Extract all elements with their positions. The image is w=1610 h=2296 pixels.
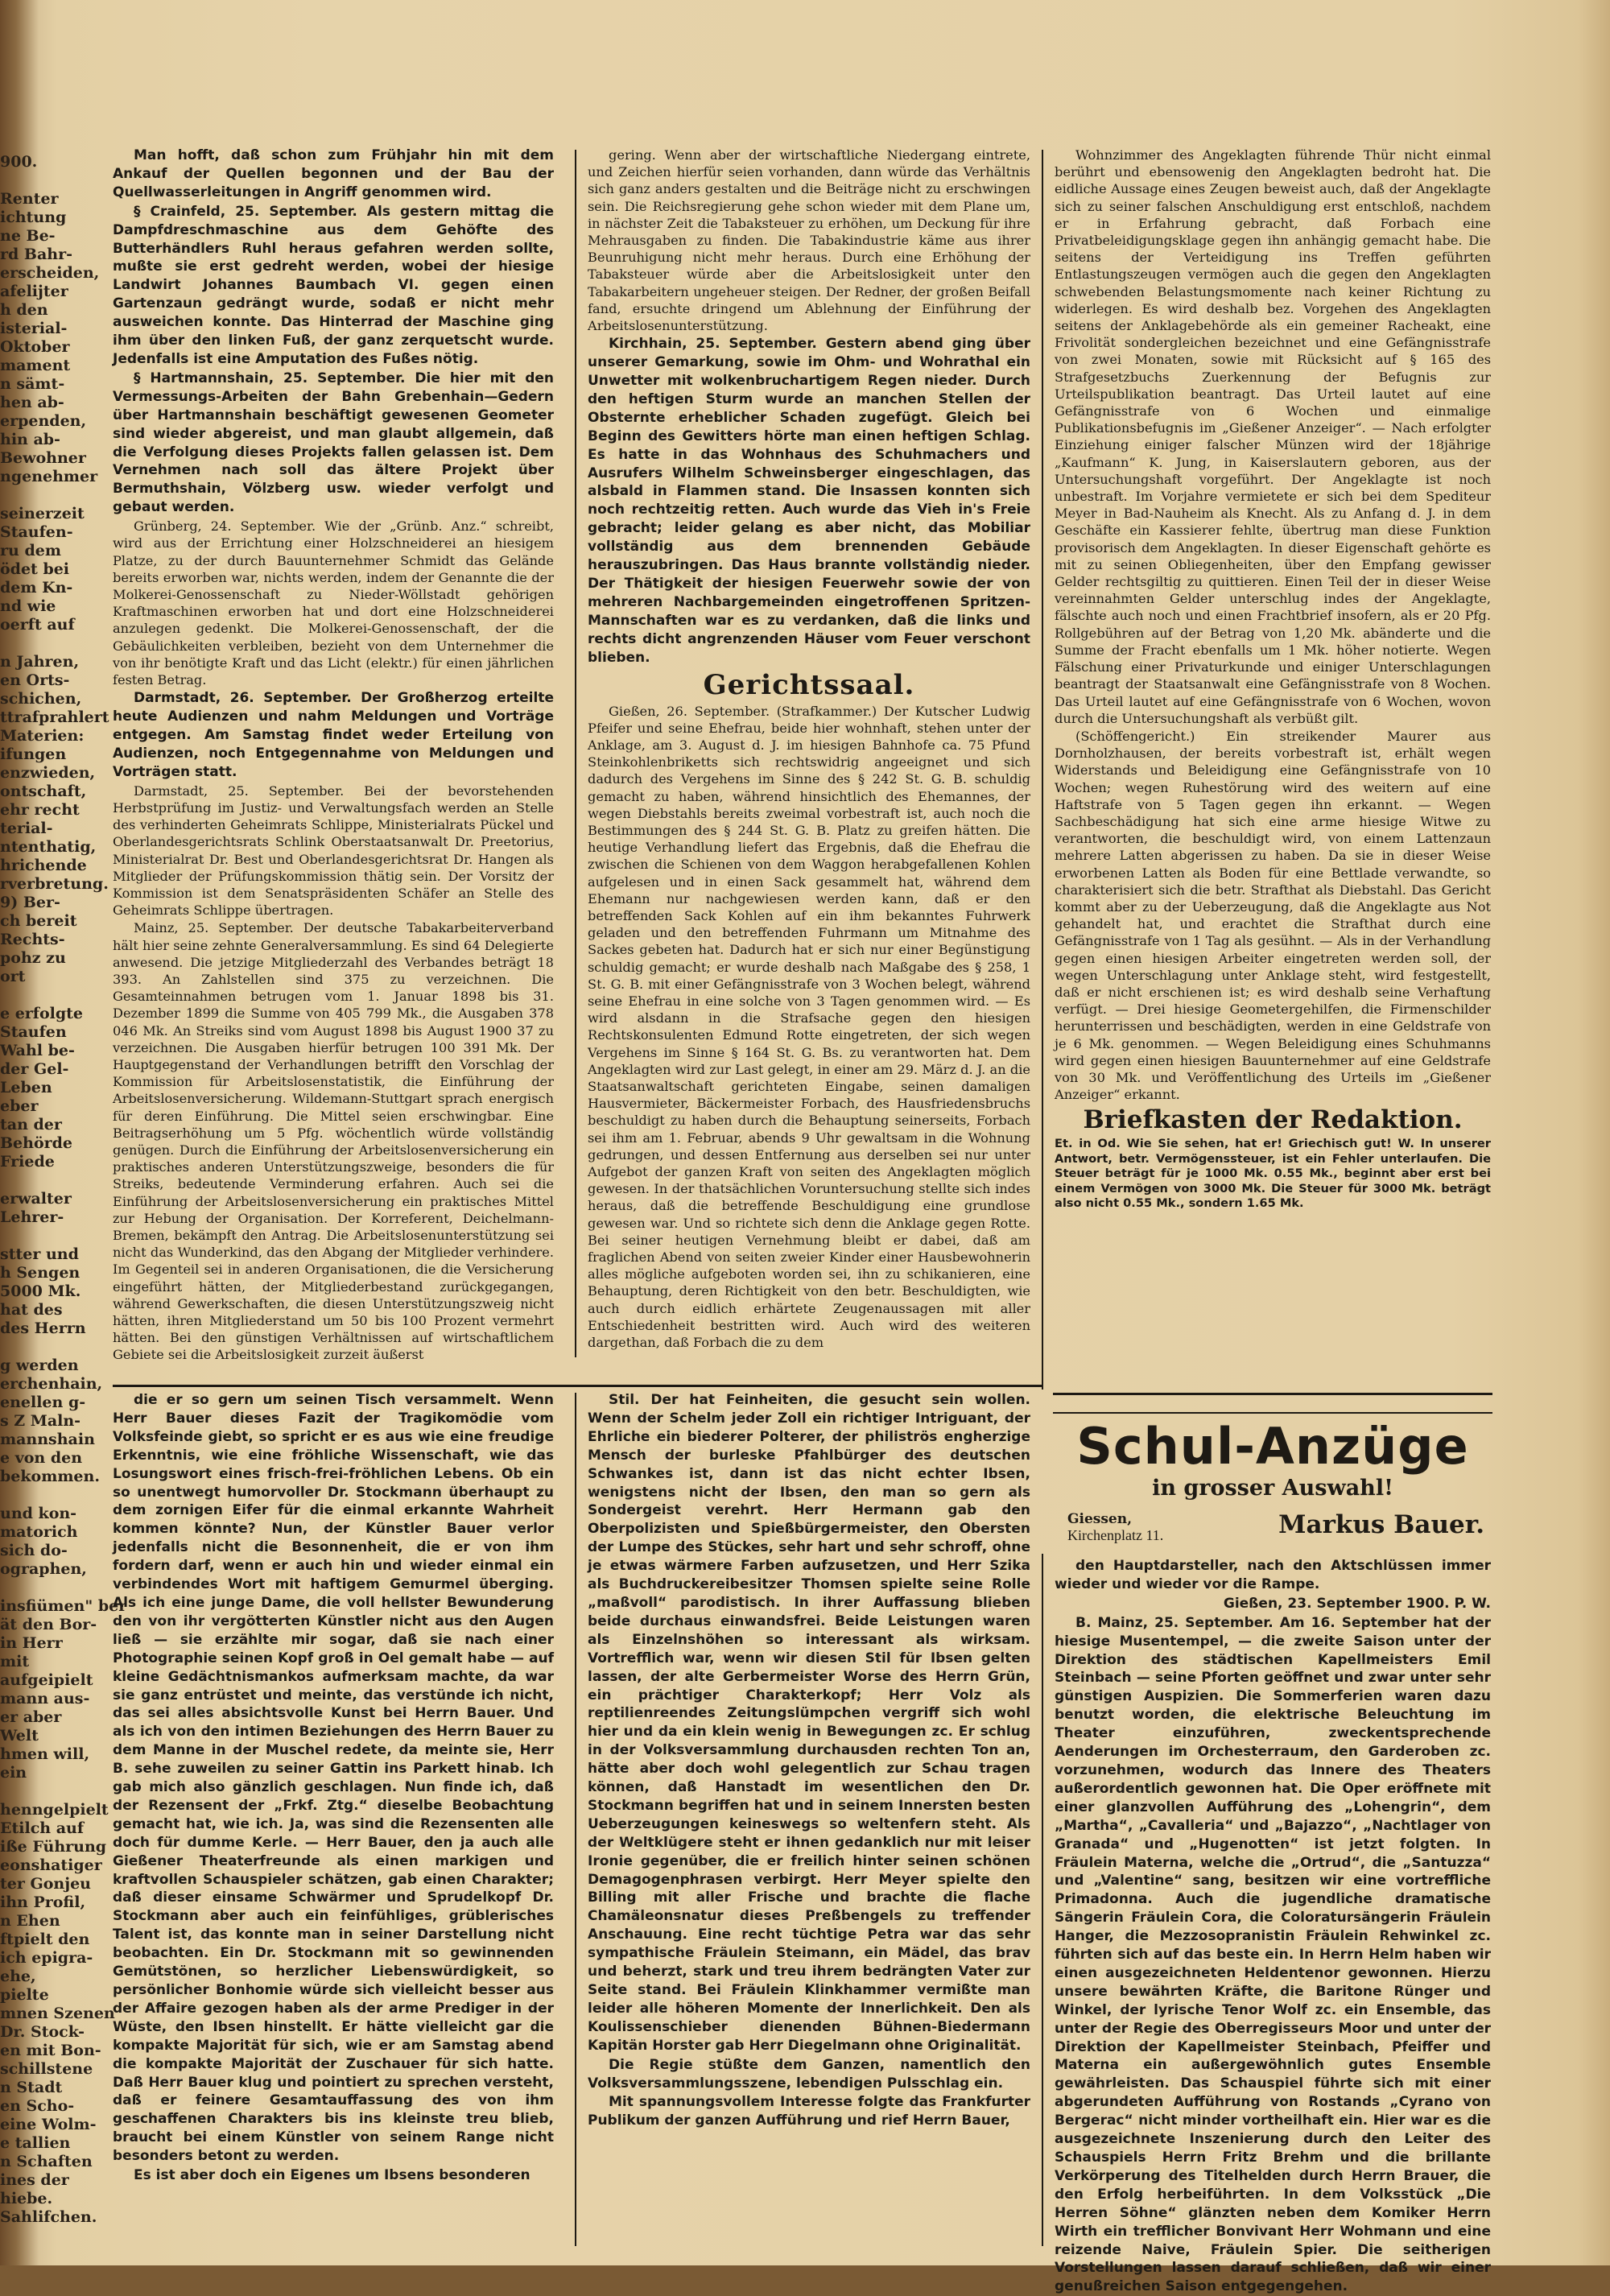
- facing-page-line: Friede: [0, 1153, 55, 1171]
- facing-page-line: enzwieden,: [0, 764, 96, 782]
- facing-page-line: h den: [0, 301, 48, 319]
- facing-page-line: stter und: [0, 1245, 79, 1263]
- article-paragraph: § Hartmannshain, 25. September. Die hier mit den Vermessungs-Arbeiten der Bahn Grebenhain—Gedern über Hartmannshain beschäftigt gewesenen Geometer sind wieder abgereist, und man glaubt allgemein, daß die Verfolgung dieses Projekts fallen gelassen ist. Dem Vernehmen nach soll das ältere Projekt über Bermuthshain, Völzberg usw. wieder verfolgt und gebaut werden.: [113, 370, 554, 516]
- facing-page-line: nd wie: [0, 597, 56, 615]
- facing-page-line: Welt: [0, 1727, 39, 1745]
- facing-page-line: [0, 1171, 58, 1190]
- facing-page-line: n Jahren,: [0, 653, 80, 671]
- facing-page-line: Staufen: [0, 1023, 67, 1041]
- facing-page-line: hen ab-: [0, 394, 64, 411]
- facing-page-line: Lehrer-: [0, 1208, 64, 1226]
- facing-page-line: ödet bei: [0, 560, 70, 578]
- column-3-court-and-letterbox: [1055, 147, 1491, 1259]
- newspaper-sheet: [113, 147, 1491, 2295]
- facing-page-line: Wahl be-: [0, 1042, 75, 1059]
- column-divider: [1042, 150, 1043, 1390]
- facing-page-line: e erfolgte: [0, 1005, 84, 1022]
- facing-page-line: [0, 1338, 58, 1357]
- facing-page-line: erchenhain,: [0, 1375, 103, 1393]
- facing-page-line: eber: [0, 1097, 39, 1115]
- facing-page-line: und kon-: [0, 1505, 77, 1522]
- facing-page-line: tan der: [0, 1116, 62, 1134]
- article-paragraph: die er so gern um seinen Tisch versammelt. Wenn Herr Bauer dieses Fazit der Tragikomödie vom Volksfeinde giebt, so spricht er es aus wie eine freudige Erkenntnis, wie eine fröhliche Wissenschaft, wie das Losungswort eines frisch-frei-fröhlichen Lebens. Ob ein so unentwegt humorvoller Dr. Stockmann überhaupt zu dem zornigen Eifer für die einmal erkannte Wahrheit kommen könnte? Nun, der Künstler Bauer verlor jedenfalls nicht die Besonnenheit, die er von ihm fordern darf, wenn er auch hin und wieder einmal ein verbindendes Wort mit haftigem Gemurmel überging. Als ich eine junge Dame, die voll hellster Bewunderung den von ihr vergötterten Künstler nicht aus den Augen ließ — sie erzählte mir sogar, daß sie nach einer Photographie seinen Kopf groß in Oel gemalt habe — auf kleine Gedächtnismankos aufmerksam machte, da war sie ganz entrüstet und meinte, das verstünde ich nicht, das sei alles absichtsvolle Kunst bei Herrn Bauer. Und als ich von den intimen Beziehungen des Herrn Bauer zu dem Manne in der Muschel redete, da meinte sie, Herr B. sehe zuweilen zu seiner Gattin ins Parkett hinab. Ich gab mich also gänzlich geschlagen. Nun finde ich, daß der Rezensent der „Frkf. Ztg.“ dieselbe Beobachtung gemacht hat, wie ich. Ja, was sind die Rezensenten alle doch für dumme Kerle. — Herr Bauer, den ja auch alle Gießener Theaterfreunde als einen markigen und kraftvollen Schauspieler schätzen, gab einen Charakter; daß dieser einsame Schwärmer und Sprudelkopf Dr. Stockmann aber auch ein feinfühliges, grüblerisches Talent ist, das konnte man in seiner Darstellung nicht beobachten. Ein Dr. Stockmann mit so gewinnenden Gemütstönen, so herzlicher Liebenswürdigkeit, so persönlicher Bonhomie würde sich vielleicht besser aus der Affaire gezogen haben als der arme Prediger in der Wüste, den Ibsen hinstellt. Er hätte vielleicht gar die kompakte Majorität für sich, wie er am Samstag abend die kompakte Majorität der Zuschauer für sich hatte. Daß Herr Bauer klug und pointiert zu sprechen versteht, daß er feinere Gesamtauffassung des von ihm geschaffenen Charakters bis ins kleinste treu blieb, braucht bei einem Künstler von seinem Range nicht besonders betont zu werden.: [113, 1392, 554, 2165]
- facing-page-line: rd Bahr-: [0, 246, 72, 263]
- article-paragraph: Mit spannungsvollem Interesse folgte das Frankfurter Publikum der ganzen Aufführung und rief Herrn Bauer,: [588, 2094, 1030, 2129]
- article-paragraph: B. Mainz, 25. September. Am 16. September hat der hiesige Musentempel, — die zweite Saison unter der Direktion des städtischen Kapellmeisters Emil Steinbach — seine Pforten geöffnet und zwar unter sehr günstigen Auspizien. Die Sommerferien waren dazu benutzt worden, die elektrische Beleuchtung im Theater einzuführen, zweckentsprechende Aenderungen im Orchesterraum, den Garderoben zc. vorzunehmen, wodurch das Innere des Theaters außerordentlich gewonnen hat. Die Oper eröffnete mit einer glanzvollen Aufführung des „Lohengrin“, dem „Martha“, „Cavalleria“ und „Bajazzo“, „Nachtlager von Granada“ und „Hugenotten“ ist jetzt folgten. In Fräulein Materna, welche die „Ortrud“, die „Santuzza“ und „Valentine“ sang, besitzen wir eine vortreffliche Primadonna. Auch die jugendliche dramatische Sängerin Fräulein Cora, die Coloratursängerin Fräulein Hanger, die Mezzosopranistin Fräulein Rehwinkel zc. führten sich auf das beste ein. In Herrn Helm haben wir einen ausgezeichneten Heldentenor gewonnen. Hierzu unsere bewährten Kräfte, die Baritone Rünger und Winkel, der lyrische Tenor Wolf zc. ein Ensemble, das unter der Regie des Oberregisseurs Moor und unter der Direktion der Kapellmeister Steinbach, Pfeiffer und Materna ein außergewöhnlich gutes Ensemble gewährleisten. Das Schauspiel führte sich mit einer abgerundeten Aufführung von Rostands „Cyrano von Bergerac“ nicht minder vortheilhaft ein. Hier war es die ausgezeichnete Inszenierung durch den Leiter des Schauspiels Herrn Fritz Brehm und die brillante Verkörperung des Titelhelden durch Herrn Brauer, die den Erfolg herbeiführten. In dem Volksstück „Die Herren Söhne“ glänzten neben dem Komiker Herrn Wirth ein trefflicher Bonvivant Herr Wohmann und eine reizende Naive, Fräulein Spier. Die seitherigen Vorstellungen lassen darauf schließen, daß wir einer genußreichen Saison entgegengehen.: [1055, 1614, 1491, 2295]
- facing-page-line: Oktober: [0, 338, 70, 356]
- column-2-news-and-court: [588, 147, 1030, 1358]
- facing-page-line: ch bereit: [0, 912, 77, 930]
- facing-page-line: sich do-: [0, 1542, 68, 1559]
- facing-page-line: ftpielt den: [0, 1931, 90, 1948]
- article-paragraph: Wohnzimmer des Angeklagten führende Thür nicht einmal berührt und ebensowenig den Angeklagten bedroht hat. Die eidliche Aussage eines Zeugen beweist auch, daß der Angeklagte sich zu seiner falschen Anschuldigung erst entschloß, nachdem er in Erfahrung gebracht, daß Forbach eine Privatbeleidigungsklage gegen ihn anhängig gemacht habe. Die seitens der Verteidigung ins Treffen geführten Entlastungszeugen vermögen auch die gegen den Angeklagten schwebenden Belastungsmomente nach keiner Richtung zu widerlegen. Es wird deshalb bez. Vorgehen des Angeklagten seitens der Anklagebehörde als ein gemeiner Racheakt, eine Frivolität sondergleichen bezeichnet und eine Gefängnisstrafe von zwei Monaten, sowie mit Rücksicht auf § 165 des Strafgesetzbuchs Zuerkennung der Befugnis zur Urteilspublikation beantragt. Das Urteil lautet auf eine Gefängnisstrafe von 6 Wochen und einmalige Publikationsbefugnis im „Gießener Anzeiger“. — Nach erfolgter Einziehung einiger falscher Münzen wird der 18jährige „Kaufmann“ K. Jung, in Kaiserslautern geboren, aus der Untersuchungshaft vorgeführt. Der Angeklagte ist noch unbestraft. Im Vorjahre vermietete er sich bei dem Spediteur Meyer in Bad-Nauheim als Knecht. Als zu Anfang d. J. in dem Geschäfte ein Kassierer fehlte, übertrug man diese Funktion provisorisch dem Angeklagten. In dieser Eigenschaft gehörte es mit zu seinen Obliegenheiten, über den Empfang gewisser Gelder rechtsgiltig zu quittieren. Einen Teil der in dieser Weise vereinnahmten Gelder unterschlug indes der Angeklagte, fälschte auch noch und einen Frachtbrief insofern, als er 20 Pfg. Rollgebühren auf der Betrag von 1,20 Mk. abänderte und die Summe der Fracht ebenfalls um 1 Mk. höher notierte. Wegen Fälschung einer Privaturkunde und einiger Unterschlagungen beantragt der Staatsanwalt eine Gefängnisstrafe von 8 Wochen. Das Urteil lautet auf eine Gefängnisstrafe von 6 Wochen, wovon durch die Untersuchungshaft als verbüßt gilt.: [1055, 147, 1491, 726]
- facing-page-line: mann aus-: [0, 1690, 90, 1708]
- advert-title: Schul-Anzüge: [1076, 1417, 1469, 1476]
- facing-page-line: er aber: [0, 1708, 62, 1726]
- facing-page-line: ographen,: [0, 1560, 87, 1578]
- advert-top-rule: [1053, 1412, 1492, 1414]
- facing-page-line: e von den: [0, 1449, 83, 1467]
- facing-page-line: oerft auf: [0, 616, 75, 634]
- facing-page-line: [0, 1782, 58, 1801]
- article-paragraph: (Schöffengericht.) Ein streikender Maurer aus Dornholzhausen, der bereits vorbestraft ist, erhält wegen Widerstands und Beleidigung eine Gefängnisstrafe von 10 Wochen; wegen Ruhestörung wird des weitern auf eine Haftstrafe von 5 Tagen gegen ihn erkannt. — Wegen Sachbeschädigung hat sich eine arme hiesige Witwe zu verantworten, die beschuldigt wird, von einem Lattenzaun mehrere Latten abgerissen zu haben. Da sie in dieser Weise erworbenen Latten als Boden für eine Bettlade verwandte, so charakterisiert sich die betr. Strafthat als Diebstahl. Das Gericht kommt aber zu der Ueberzeugung, daß die Angeklagte aus Not gehandelt hat, und erachtet die Strafthat durch eine Gefängnisstrafe von 1 Tag als gesühnt. — Als in der Verhandlung gegen einen hiesigen Arbeiter eingetreten werden soll, der wegen Unterschlagung unter Anklage steht, wird festgestellt, daß er nicht erschienen ist; es wird deshalb seine Verhaftung verfügt. — Drei hiesige Geometergehilfen, die Firmenschilder herunterrissen und beschädigten, werden in eine Geldstrafe von je 6 Mk. genommen. — Wegen Beleidigung eines Schuhmanns wird gegen einen hiesigen Bauunternehmer auf eine Geldstrafe von 30 Mk. und Veröffentlichung des Urteils im „Gießener Anzeiger“ erkannt.: [1055, 728, 1491, 1103]
- facing-page-line: ort: [0, 968, 26, 985]
- facing-page-line: [0, 1227, 58, 1245]
- facing-page-line: rverbretung.: [0, 875, 109, 893]
- article-paragraph: § Crainfeld, 25. September. Als gestern mittag die Dampfdreschmaschine aus dem Gehöfte des Butterhändlers Ruhl heraus gefahren werden sollte, mußte sie erst gedreht werden, wobei der hiesige Landwirt Johannes Baumbach VI. gegen einen Gartenzaun gedrängt wurde, sodaß er nicht mehr ausweichen konnte. Das Hinterrad der Maschine ging ihm über den linken Fuß, der ganz zerquetscht wurde. Jedenfalls ist eine Amputation des Fußes nötig.: [113, 203, 554, 367]
- column-4-feuilleton: [113, 1391, 554, 2246]
- facing-page-line: schillstene: [0, 2060, 93, 2078]
- facing-page-line: ngenehmer: [0, 468, 98, 485]
- facing-page-line: n Ehen: [0, 1912, 60, 1930]
- facing-page-line: hat des: [0, 1301, 63, 1319]
- facing-page-line: Renter: [0, 190, 59, 208]
- facing-page-line: Staufen-: [0, 523, 73, 541]
- facing-page-line: [0, 634, 58, 653]
- facing-page-line: aufgeipielt: [0, 1671, 93, 1689]
- facing-page-line: dem Kn-: [0, 579, 73, 597]
- facing-page-line: Dr. Stock-: [0, 2023, 85, 2041]
- facing-page-line: [0, 486, 58, 505]
- facing-page-line: ru dem: [0, 542, 61, 560]
- facing-page-line: isterial-: [0, 320, 68, 337]
- facing-page-line: ntenthatig,: [0, 838, 97, 856]
- column-5-feuilleton: [588, 1391, 1030, 2246]
- facing-page-line: Leben: [0, 1079, 52, 1096]
- facing-page-line: hiebe.: [0, 2190, 53, 2207]
- facing-page-line: erwalter: [0, 1190, 72, 1208]
- facing-page-line: insfiümen" ber: [0, 1597, 127, 1615]
- facing-page-line: afelijter: [0, 283, 68, 300]
- section-heading: Briefkasten der Redaktion.: [1083, 1105, 1463, 1135]
- facing-page-line: ein: [0, 1764, 27, 1782]
- article-paragraph: Stil. Der hat Feinheiten, die gesucht sein wollen. Wenn der Schelm jeder Zoll ein richtiger Intriguant, der Ehrliche ein biederer Polterer, der philiströs engherzige Mensch der burleske Pfahlbürger des deutschen Schwankes ist, dann ist das nicht echter Ibsen, wenigstens nicht der Ibsen, den man so gern als Sondergeist verehrt. Herr Hermann gab den Oberpolizisten und Spießbürgermeister, den Obersten der Lumpe des Stückes, sehr hart und sehr schroff, ohne je etwas wärmere Farben aufzusetzen, und Herr Szika als Buchdruckereibesitzer Thomsen spielte seine Rolle „maßvoll“ parodistisch. In ihrer Auffassung blieben beide durchaus einwandsfrei. Beide Leistungen waren als Einzelnshöhen so interessant als wirksam. Vortrefflich war, wenn wir diesen Stil für Ibsen gelten lassen, der alte Gerbermeister Worse des Herrn Grün, ein prächtiger Charakterkopf; Herr Volz als reptilienreendes Zeitungslümpchen vergriff sich wohl hier und da ein klein wenig in Bewegungen zc. Er schlug in der Volksversammlung durchausden rechten Ton an, hätte aber doch wohl gelegentlich zur Schau tragen können, daß Hanstadt im wesentlichen den Dr. Stockmann begriffen hat und in seinem Innersten besten Ueberzeugungen keineswegs so weltenfern steht. Als der Weltklügere steht er ihnen gedanklich nur mit leiser Ironie gegenüber, die er freilich hinter seinen schönen Demagogenphrasen verbirgt. Herr Meyer spielte den Billing mit aller Frische und brachte die flache Chamäleonsnatur dieses Preßbengels zu treffender Anschauung. Eine recht tüchtige Petra war das sehr sympathische Fräulein Steimann, ein Mädel, das brav und beherzt, stark und treu ihrem bedrängten Vater zur Seite stand. Bei Fräulein Klinkhammer vermißte man leider alle höheren Momente der Innerlichkeit. Den als Koulissenschieber dienenden Bühnen-Biedermann Kapitän Horster gab Herr Diegelmann ohne Originalität.: [588, 1392, 1030, 2054]
- facing-page-line: ines der: [0, 2171, 69, 2189]
- facing-page-line: eonshatiger: [0, 1856, 102, 1874]
- facing-page-line: hin ab-: [0, 431, 60, 448]
- facing-page-line: matorich: [0, 1523, 78, 1541]
- facing-page-line: en Scho-: [0, 2097, 75, 2115]
- facing-page-line: der Gel-: [0, 1060, 69, 1078]
- facing-page-line: in Herr: [0, 1634, 63, 1652]
- facing-page-line: henngelpielt: [0, 1801, 109, 1819]
- article-paragraph: Darmstadt, 25. September. Bei der bevorstehenden Herbstprüfung im Justiz- und Verwaltungsfach werden an Stelle des verhinderten Geheimrats Schlippe, Ministerialrats Pückel und Oberlandesgerichtsrats Schlink Oberstaatsanwalt Dr. Preetorius, Ministerialrat Dr. Best und Oberlandesgerichtsrat Dr. Hangen als Mitglieder der Prüfungskommission thätig sein. Der Vorsitz der Kommission ist dem Senatspräsidenten Schäfer an Stelle des Geheimrats Schlippe übertragen.: [113, 783, 554, 919]
- facing-page-fragments: [0, 153, 127, 2226]
- facing-page-line: ihn Profil,: [0, 1893, 86, 1911]
- facing-page-line: en Orts-: [0, 671, 70, 689]
- facing-page-line: mannshain: [0, 1431, 95, 1448]
- facing-page-line: Rechts-: [0, 931, 65, 948]
- facing-page-line: g werden: [0, 1357, 79, 1374]
- article-paragraph: Darmstadt, 26. September. Der Großherzog erteilte heute Audienzen und nahm Meldungen und Vorträge entgegen. Am Samstag findet weder Erteilung von Audienzen, noch Entgegennahme von Meldungen und Vorträgen statt.: [113, 690, 554, 780]
- letterbox-note: Et. in Od. Wie Sie sehen, hat er! Griechisch gut! W. In unserer Antwort, betr. Vermögenssteuer, ist ein Fehler unterlaufen. Die Steuer beträgt für je 1000 Mk. 0.55 Mk., beginnt aber erst bei einem Vermögen von 3000 Mk. Die Steuer für 3000 Mk. beträgt also nicht 0.55 Mk., sondern 1.65 Mk.: [1055, 1137, 1491, 1210]
- facing-page-line: [0, 986, 58, 1005]
- facing-page-line: 900.: [0, 153, 38, 171]
- facing-page-line: enellen g-: [0, 1394, 86, 1411]
- facing-page-line: 9) Ber-: [0, 894, 60, 911]
- facing-page-line: des Herrn: [0, 1319, 86, 1337]
- facing-page-line: h Sengen: [0, 1264, 80, 1282]
- article-paragraph: Gießen, 26. September. (Strafkammer.) Der Kutscher Ludwig Pfeifer und seine Ehefrau, beide hier wohnhaft, stehen unter der Anklage, am 3. August d. J. im hiesigen Bahnhofe ca. 75 Pfund Steinkohlenbriketts sich rechtswidrig angeeignet und sich dadurch des Vergehens im Sinne des § 242 St. G. B. schuldig gemacht zu haben, während hinsichtlich des Ehemannes, der wegen Diebstahls bereits zweimal vorbestraft ist, auch noch die Bestimmungen des § 244 St. G. B. Platz zu greifen hätten. Die heutige Verhandlung liefert das Ergebnis, daß die Ehefrau die zwischen die Schienen von dem Waggon herabgefallenen Kohlen aufgelesen und in einen Sack gesammelt hat, während dem Ehemann nur nachgewiesen werden kann, daß er den betreffenden Sack Kohlen auf ein ihm bekanntes Fuhrwerk geladen und den betreffenden Fuhrmann um Mitnahme des Sackes gebeten hat. Dadurch hat er sich nur einer Begünstigung schuldig gemacht; er wurde deshalb nach Maßgabe des § 258, 1 St. G. B. mit einer Gefängnisstrafe von 3 Wochen belegt, während seine Ehefrau in eine solche von 3 Tagen genommen wird. — Es wird alsdann in die Strafsache gegen den hiesigen Rechtskonsulenten Edmund Rotte eingetreten, der sich wegen Vergehens im Sinne § 164 St. G. Bs. zu verantworten hat. Dem Angeklagten wird zur Last gelegt, in einer am 29. März d. J. an die Staatsanwaltschaft gerichteten Eingabe, seinen damaligen Hausvermieter, Bäckermeister Forbach, des Hausfriedensbruchs beschuldigt zu haben durch die Behauptung seinerseits, Forbach sei ihm am 1. Februar, abends 9 Uhr gewaltsam in die Wohnung gedrungen, und dessen Entfernung aus derselben sei nur unter Aufgebot der ganzen Kraft von seiten des Angeklagten möglich gewesen. In der thatsächlichen Voruntersuchung stellte sich indes heraus, daß die betreffende Beschuldigung eine grundlose gewesen war. Und so richtete sich denn die Anklage gegen Rotte. Bei seiner heutigen Vernehmung bleibt er dabei, daß am fraglichen Abend von seiten zweier Kinder einer Hausbewohnerin alles mögliche aufgeboten worden sei, ihn zu schikanieren, eine Behauptung, deren Richtigkeit von den betr. Beschuldigten, wie auch durch eidlich erhärtete Zeugenaussagen mit aller Entschiedenheit bestritten wird. Auch wird des weiteren dargethan, daß Forbach die zu dem: [588, 703, 1030, 1351]
- facing-page-line: n sämt-: [0, 375, 65, 393]
- facing-page-line: Sahlifchen.: [0, 2208, 97, 2226]
- facing-page-line: seinerzeit: [0, 505, 85, 522]
- facing-page-line: erscheiden,: [0, 264, 100, 282]
- facing-page-line: ichtung: [0, 209, 67, 226]
- article-paragraph: Mainz, 25. September. Der deutsche Tabakarbeiterverband hält hier seine zehnte Generalversammlung. Es sind 64 Delegierte anwesend. Die jetzige Mitgliederzahl des Verbandes beträgt 18 393. An Zahlstellen sind 375 zu verzeichnen. Die Gesamteinnahmen betrugen vom 1. Januar 1898 bis 31. Dezember 1899 die Summe von 405 799 Mk., die Ausgaben 378 046 Mk. An Streiks sind vom August 1898 bis August 1900 37 zu verzeichnen. Die Ausgaben hierfür betrugen 100 391 Mk. Der Hauptgegenstand der Verhandlungen betrifft den Vorschlag der Kommission für Arbeitslosenstatistik, die Einführung der Arbeitslosenversicherung. Wildemann-Stuttgart sprach energisch für deren Einführung. Die Mittel seien erschwingbar. Eine Beitragserhöhung um 5 Pfg. wöchentlich würde vollständig genügen. Durch die Einführung der Arbeitslosenversicherung ein praktisches anderen Unterstützungszweige, besonders die für Streiks, bedeutende Verminderung erfahren. Auch sei die Einführung der Arbeitslosenversicherung ein praktisches Mittel zur Hebung der Organisation. Der Korreferent, Deichelmann-Bremen, bekämpft den Antrag. Die Arbeitslosenunterstützung sei nicht das Wunderkind, das den Abgang der Mitglieder verhindere. Im Gegenteil sei in anderen Organisationen, die die Versicherung eingeführt hätten, der Mitgliederbestand zurückgegangen, während Gewerkschaften, die diesen Unterstützungszweig nicht hätten, ihren Mitgliederstand um 50 bis 100 Prozent vermehrt hätten. Bei den günstigen Verhältnissen auf wirtschaftlichem Gebiete sei die Arbeitslosigkeit zurzeit äußerst: [113, 920, 554, 1363]
- article-paragraph: Man hofft, daß schon zum Frühjahr hin mit dem Ankauf der Quellen begonnen und der Bau der Quellwasserleitungen in Angriff genommen wird.: [113, 147, 554, 200]
- column-6-mainz-theatre: [1055, 1557, 1491, 2295]
- article-paragraph: Es ist aber doch ein Eigenes um Ibsens besonderen: [134, 2167, 530, 2184]
- advert-subtitle: in grosser Auswahl!: [1152, 1476, 1393, 1501]
- article-paragraph: Die Regie stüßte dem Ganzen, namentlich den Volksversammlungsszene, lebendigen Pulsschlag ein.: [588, 2056, 1030, 2092]
- facing-page-line: [0, 1486, 58, 1505]
- facing-page-line: mament: [0, 357, 71, 374]
- facing-page-line: erpenden,: [0, 412, 87, 430]
- facing-page-line: Bewohner: [0, 449, 86, 467]
- facing-page-line: ich epigra-: [0, 1949, 93, 1967]
- article-signature: Gießen, 23. September 1900. P. W.: [1223, 1595, 1491, 1612]
- facing-page-line: ät den Bor-: [0, 1616, 97, 1633]
- column-divider: [1042, 1554, 1043, 2246]
- facing-page-line: ttrafprahlert: [0, 708, 109, 726]
- facing-page-line: hrichende: [0, 857, 87, 874]
- facing-page-line: eine Wolm-: [0, 2116, 97, 2133]
- facing-page-line: bekommen.: [0, 1468, 100, 1485]
- advert-address: Giessen, Kirchenplatz 11.: [1067, 1511, 1164, 1543]
- facing-page-line: Etilch auf: [0, 1819, 84, 1837]
- facing-page-line: ehe,: [0, 1968, 36, 1985]
- facing-page-line: ne Be-: [0, 227, 56, 245]
- facing-page-line: en mit Bon-: [0, 2042, 101, 2059]
- facing-page-line: iße Führung: [0, 1838, 107, 1856]
- facing-page-line: pohz zu: [0, 949, 66, 967]
- facing-page-line: [0, 1579, 58, 1597]
- article-paragraph: gering. Wenn aber der wirtschaftliche Niedergang eintrete, und Zeichen hierfür seien vorhanden, dann würde das Verhältnis sich ganz anders gestalten und die Beiträge nicht zu erschwingen sein. Die Reichsregierung gehe schon wieder mit dem Plane um, in nächster Zeit die Tabaksteuer zu erhöhen, um Deckung für ihre Mehrausgaben zu finden. Die Tabakindustrie käme aus ihrer Beunruhigung nicht mehr heraus. Durch eine Erhöhung der Tabaksteuer würde aber die Arbeitslosigkeit unter den Tabakarbeitern ungeheuer steigen. Der Redner, der großen Beifall fand, ersuchte dringend um Ablehnung der Einführung der Arbeitslosenunterstützung.: [588, 147, 1030, 334]
- column-divider: [575, 1393, 576, 2246]
- facing-page-line: hmen will,: [0, 1745, 90, 1763]
- facing-page-line: ter Gonjeu: [0, 1875, 91, 1893]
- article-paragraph: Grünberg, 24. September. Wie der „Grünb. Anz.“ schreibt, wird aus der Errichtung einer Holzschneiderei an hiesigem Platze, zu der durch Bauunternehmer Schmidt das Gelände bereits erworben war, nichts werden, indem der Genannte die der Molkerei-Genossenschaft zu Nieder-Wöllstadt gehörigen Kraftmaschinen erworben hat und dort eine Holzschneiderei anzulegen gedenkt. Die Molkerei-Genossenschaft, der die Gebäulichkeiten verbleiben, bezieht von dem Unternehmer die von ihr benötigte Kraft und das Licht (elektr.) für einen jährlichen festen Betrag.: [113, 518, 554, 688]
- section-heading: Gerichtssaal.: [703, 668, 915, 701]
- facing-page-line: ifungen: [0, 745, 67, 763]
- facing-page-line: Behörde: [0, 1134, 73, 1152]
- facing-page-line: s Z Maln-: [0, 1412, 81, 1430]
- facing-page-line: e tallien: [0, 2134, 71, 2152]
- facing-page-line: schichen,: [0, 690, 82, 708]
- feuilleton-separator: [113, 1385, 1042, 1387]
- article-paragraph: den Hauptdarsteller, nach den Aktschlüssen immer wieder und wieder vor die Rampe.: [1055, 1558, 1491, 1592]
- facing-page-line: mnen Szenen: [0, 2005, 115, 2022]
- facing-page-line: n Schaften: [0, 2153, 93, 2170]
- facing-page-line: Materien:: [0, 727, 85, 745]
- advert-company: Markus Bauer.: [1278, 1510, 1484, 1539]
- column-divider: [575, 150, 576, 1357]
- facing-page-line: ehr recht: [0, 801, 80, 819]
- article-paragraph: Kirchhain, 25. September. Gestern abend ging über unserer Gemarkung, sowie im Ohm- und Wohrathal ein Unwetter mit wolkenbruchartigem Regen nieder. Durch den heftigen Sturm wurde an manchen Stellen der Obsternte erheblicher Schaden zugefügt. Gleich bei Beginn des Gewitters hörte man einen heftigen Schlag. Es hatte in das Wohnhaus des Schuhmachers und Ausrufers Wilhelm Schweinsberger eingeschlagen, das alsbald in Flammen stand. Die Insassen konnten sich noch rechtzeitig retten. Auch wurde das Vieh in's Freie gebracht; leider gelang es aber nicht, das Mobiliar vollständig aus dem brennenden Gebäude herauszubringen. Das Haus brannte vollständig nieder. Der Thätigkeit der hiesigen Feuerwehr sowie der von mehreren Nachbargemeinden eingetroffenen Spritzen-Mannschaften war es zu verdanken, daß die links und rechts dicht angrenzenden Häuser vom Feuer verschont blieben.: [588, 336, 1030, 666]
- feuilleton-separator-right: [1053, 1393, 1492, 1395]
- facing-page-line: terial-: [0, 820, 53, 837]
- advertisement: [1055, 1417, 1491, 1543]
- facing-page-line: mit: [0, 1653, 30, 1670]
- facing-page-line: [0, 171, 58, 190]
- facing-page-line: 5000 Mk.: [0, 1282, 81, 1300]
- column-1-regional-news: [113, 147, 554, 1363]
- facing-page-line: pielte: [0, 1986, 49, 2004]
- facing-page-line: ontschaft,: [0, 783, 87, 800]
- facing-page-line: n Stadt: [0, 2079, 63, 2096]
